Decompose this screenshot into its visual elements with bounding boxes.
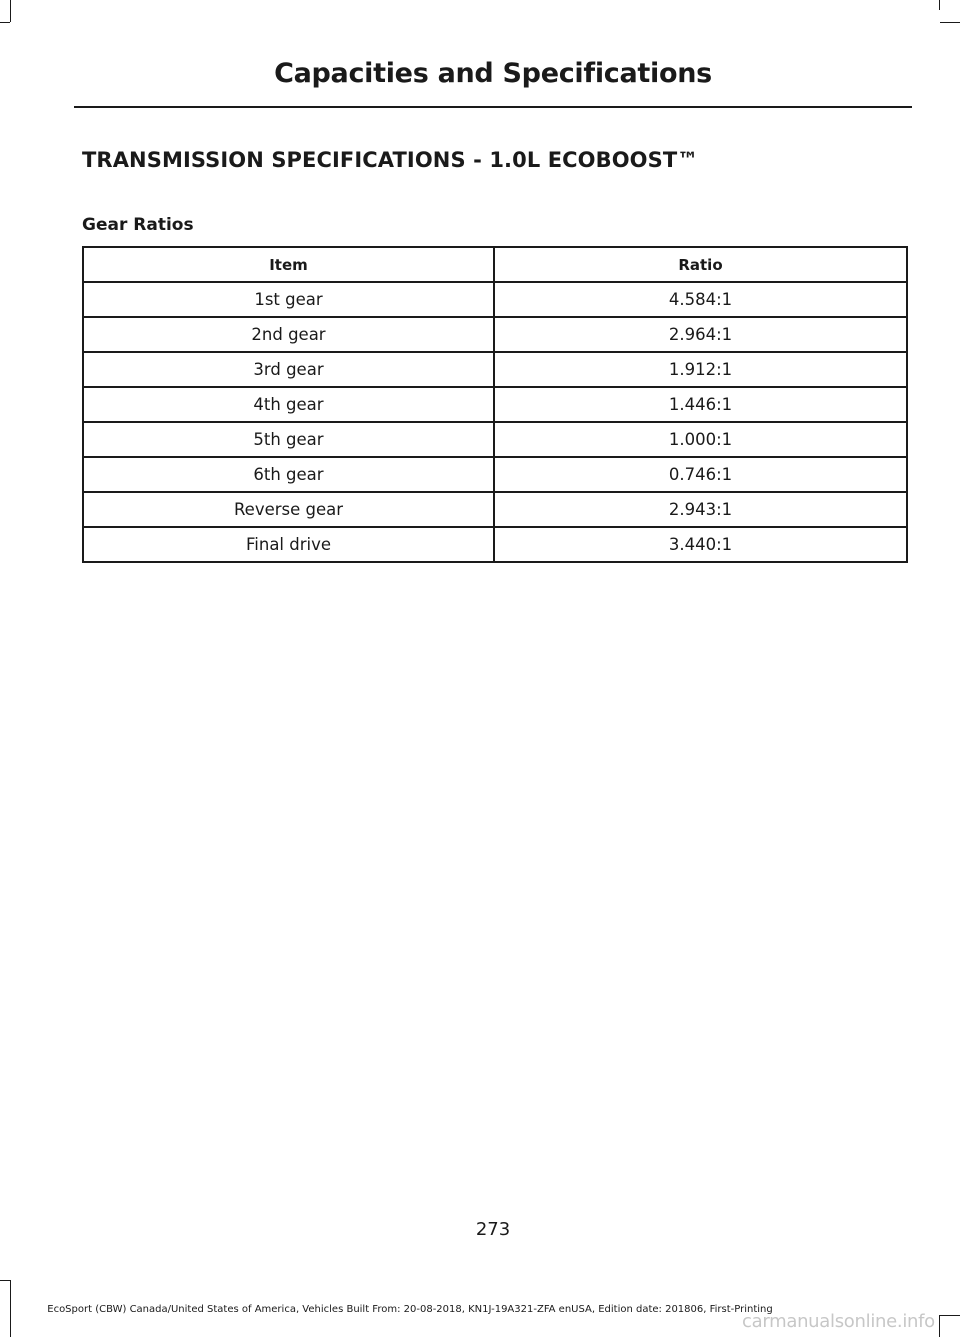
- table-header-row: [83, 247, 907, 282]
- table-subheading: Gear Ratios: [82, 215, 194, 235]
- crop-mark: [0, 1280, 10, 1281]
- page-number: 273: [475, 1219, 511, 1240]
- item-cell: 3rd gear: [83, 352, 494, 387]
- footer-edition-text: EcoSport (CBW) Canada/United States of America, Vehicles Built From: 20-08-2018, KN1J-19A321-ZFA enUSA, Edition date: 201806, First-Printing: [47, 1304, 773, 1315]
- column-header-ratio: Ratio: [494, 247, 907, 282]
- ratio-cell: 2.964:1: [494, 317, 907, 352]
- crop-mark: [939, 1315, 940, 1337]
- crop-mark: [940, 1315, 960, 1316]
- column-header-item: Item: [83, 247, 494, 282]
- watermark: carmanualsonline.info: [742, 1311, 935, 1332]
- ratio-cell: 0.746:1: [494, 457, 907, 492]
- ratio-cell: 1.000:1: [494, 422, 907, 457]
- table-row: [83, 457, 907, 492]
- table-row: [83, 282, 907, 317]
- ratio-cell: 1.912:1: [494, 352, 907, 387]
- crop-mark: [0, 22, 10, 23]
- table-row: [83, 422, 907, 457]
- table-row: [83, 387, 907, 422]
- section-heading: TRANSMISSION SPECIFICATIONS - 1.0L ECOBOOST™: [82, 148, 699, 172]
- item-cell: 2nd gear: [83, 317, 494, 352]
- crop-mark: [940, 22, 960, 23]
- item-cell: 1st gear: [83, 282, 494, 317]
- item-cell: Reverse gear: [83, 492, 494, 527]
- table-row: [83, 352, 907, 387]
- item-cell: 5th gear: [83, 422, 494, 457]
- ratio-cell: 3.440:1: [494, 527, 907, 562]
- table-row: [83, 527, 907, 562]
- page-header-title: Capacities and Specifications: [274, 58, 712, 89]
- item-cell: 6th gear: [83, 457, 494, 492]
- ratio-cell: 1.446:1: [494, 387, 907, 422]
- table-row: [83, 317, 907, 352]
- table-row: [83, 492, 907, 527]
- crop-mark: [10, 0, 11, 22]
- ratio-cell: 2.943:1: [494, 492, 907, 527]
- item-cell: Final drive: [83, 527, 494, 562]
- item-cell: 4th gear: [83, 387, 494, 422]
- ratio-cell: 4.584:1: [494, 282, 907, 317]
- header-divider: [74, 106, 912, 108]
- gear-ratios-table: [82, 246, 908, 563]
- crop-mark: [939, 0, 940, 10]
